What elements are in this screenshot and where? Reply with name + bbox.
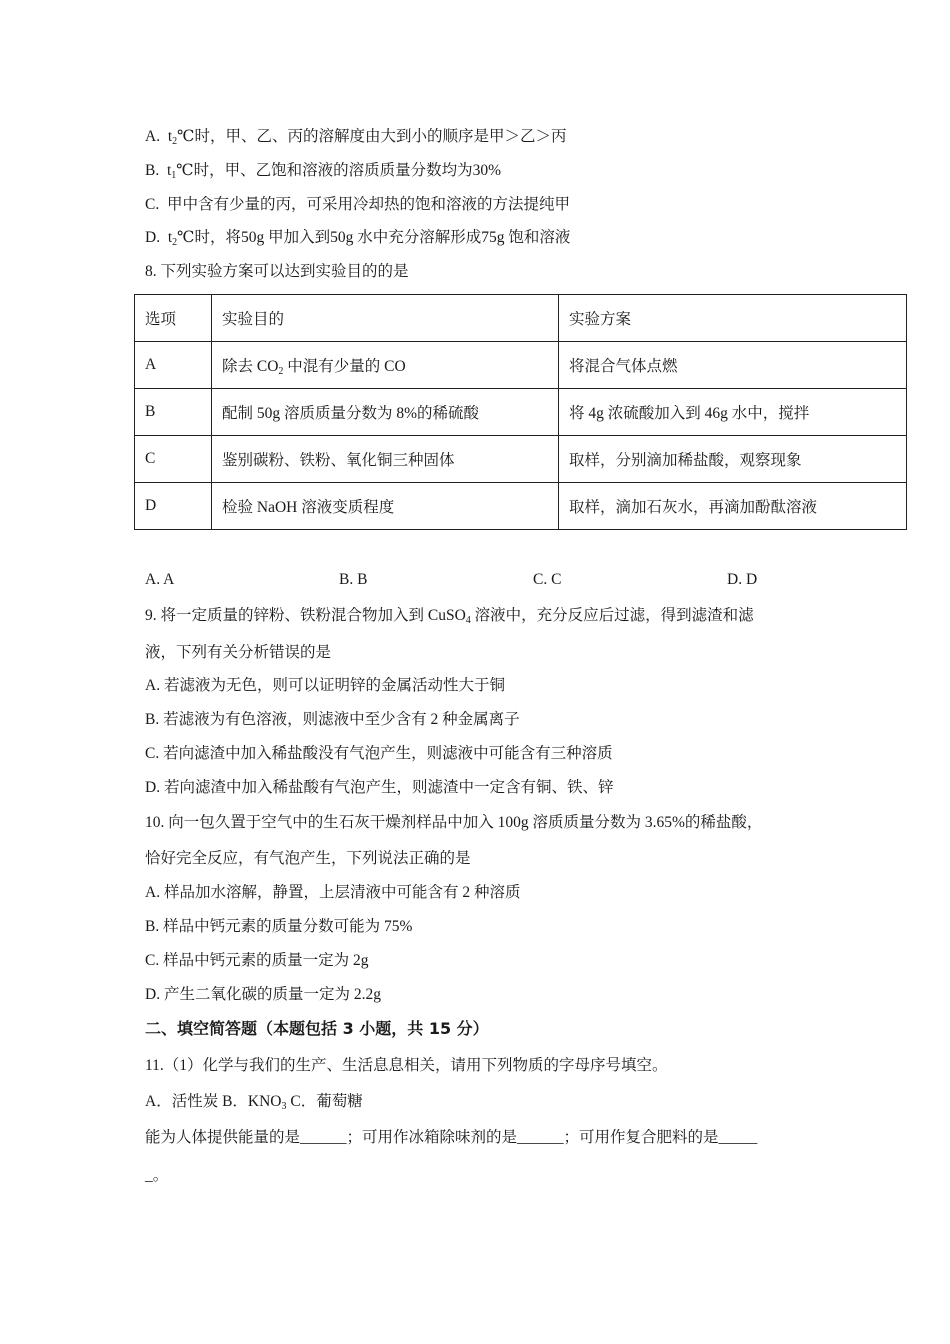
q11-blanks-tail: _。 — [145, 1167, 169, 1184]
q8-choice-d: D. D — [727, 571, 758, 588]
row-plan: 将 4g 浓硫酸加入到 46g 水中，搅拌 — [559, 389, 907, 436]
table-row — [135, 436, 907, 483]
q7-option-c: C. 甲中含有少量的丙，可采用冷却热的饱和溶液的方法提纯甲 — [145, 196, 570, 213]
q9-option-c: C. 若向滤渣中加入稀盐酸没有气泡产生，则滤液中可能含有三种溶质 — [145, 745, 613, 762]
row-option: B — [135, 389, 212, 436]
q10-option-a: A. 样品加水溶解，静置，上层清液中可能含有 2 种溶质 — [145, 884, 521, 901]
row-plan: 取样，滴加石灰水，再滴加酚酞溶液 — [559, 483, 907, 530]
q8-choice-b: B. B — [339, 571, 368, 588]
q8-choice-c: C. C — [533, 571, 562, 588]
row-purpose: 除去 $CO_2$ 中混有少量的 CO — [212, 342, 559, 389]
q9-option-a: A. 若滤液为无色，则可以证明锌的金属活动性大于铜 — [145, 677, 505, 694]
row-purpose: 鉴别碳粉、铁粉、氧化铜三种固体 — [212, 436, 559, 483]
q10-option-b: B. 样品中钙元素的质量分数可能为 75% — [145, 918, 413, 935]
header-option: 选项 — [135, 295, 212, 342]
q7-option-a: A. $t_2℃$时，甲、乙、丙的溶解度由大到小的顺序是甲＞乙＞丙 — [145, 128, 567, 147]
q9-option-b: B. 若滤液为有色溶液，则滤液中至少含有 2 种金属离子 — [145, 711, 520, 728]
q8-choices — [145, 571, 905, 591]
q11-materials: A．活性炭 B．$KNO_3$ C．葡萄糖 — [145, 1093, 363, 1112]
q10-option-c: C. 样品中钙元素的质量一定为 2g — [145, 952, 369, 969]
table-row — [135, 389, 907, 436]
q10-option-d: D. 产生二氧化碳的质量一定为 2.2g — [145, 986, 381, 1003]
q7-option-b: B. $t_1℃$时，甲、乙饱和溶液的溶质质量分数均为30% — [145, 162, 502, 181]
row-plan: 取样，分别滴加稀盐酸，观察现象 — [559, 436, 907, 483]
row-option: A — [135, 342, 212, 389]
q7-option-d: D. $t_2℃$时，将50g 甲加入到50g 水中充分溶解形成75g 饱和溶液 — [145, 229, 571, 248]
section-heading: 二、填空简答题（本题包括 3 小题，共 15 分） — [145, 1019, 489, 1038]
q9-stem-line1: 9. 将一定质量的锌粉、铁粉混合物加入到 CuSO$_4$ 溶液中，充分反应后过滤，得到滤渣和滤 — [145, 607, 754, 626]
experiment-table — [134, 294, 907, 530]
header-purpose: 实验目的 — [212, 295, 559, 342]
q9-option-d: D. 若向滤渣中加入稀盐酸有气泡产生，则滤渣中一定含有铜、铁、锌 — [145, 779, 614, 796]
table-header-row — [135, 295, 907, 342]
table-row — [135, 342, 907, 389]
row-option: D — [135, 483, 212, 530]
q10-stem-line1: 10. 向一包久置于空气中的生石灰干燥剂样品中加入 100g 溶质质量分数为 3.65%的稀盐酸， — [145, 814, 763, 831]
header-plan: 实验方案 — [559, 295, 907, 342]
q11-blanks: 能为人体提供能量的是______；可用作冰箱除味剂的是______；可用作复合肥料的是_____ — [145, 1129, 758, 1146]
row-option: C — [135, 436, 212, 483]
q9-stem-line2: 液，下列有关分析错误的是 — [145, 644, 332, 661]
row-purpose: 配制 50g 溶质质量分数为 8%的稀硫酸 — [212, 389, 559, 436]
row-purpose: 检验 NaOH 溶液变质程度 — [212, 483, 559, 530]
table-row — [135, 483, 907, 530]
q11-stem: 11.（1）化学与我们的生产、生活息息相关，请用下列物质的字母序号填空。 — [145, 1057, 668, 1074]
q8-choice-a: A. A — [145, 571, 175, 588]
q10-stem-line2: 恰好完全反应，有气泡产生，下列说法正确的是 — [145, 850, 471, 867]
row-plan: 将混合气体点燃 — [559, 342, 907, 389]
q8-stem: 8. 下列实验方案可以达到实验目的的是 — [145, 263, 409, 280]
